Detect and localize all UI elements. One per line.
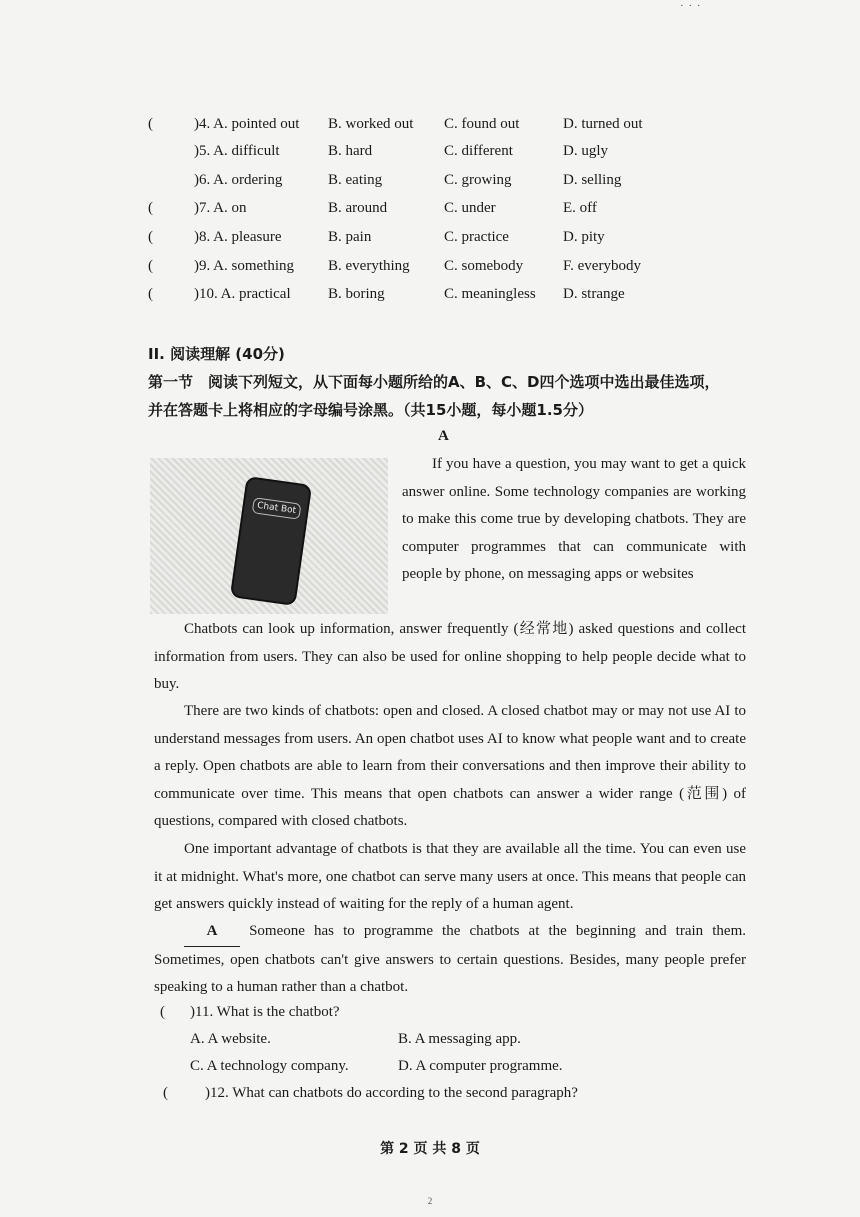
question-11-option-d: D. A computer programme. [398, 1058, 563, 1074]
option-b: B. worked out [328, 116, 414, 132]
option-c: C. found out [444, 116, 520, 132]
phone-image [230, 476, 312, 606]
option-row-10 [148, 286, 708, 310]
answer-paren: ( [148, 286, 153, 302]
option-a: )8. A. pleasure [194, 229, 282, 245]
option-c: C. growing [444, 172, 512, 188]
option-d: D. strange [563, 286, 625, 302]
question-11-option-a: A. A website. [190, 1031, 271, 1047]
page-number: 2 [427, 1196, 433, 1206]
passage-paragraph-1: If you have a question, you may want to get a quick answer online. Some technology companies are working to make this come true by developing chatbots. They are computer programmes that can communicate with people by phone, on messaging apps or websites [402, 456, 746, 582]
option-c: C. practice [444, 229, 509, 245]
chatbot-photo [150, 458, 388, 614]
phone-label: Chat Bot [252, 497, 302, 520]
passage-paragraph-3: There are two kinds of chatbots: open and closed. A closed chatbot may or may not use AI to understand messages from users. An open chatbot uses AI to know what people want and to create a reply. Open chatbots are able to learn from their conversations and then improve their ability to communicate over time. This means that open chatbots can answer a wider range (范围) of questions, compared with closed chatbots. [154, 703, 746, 829]
passage-label: A [438, 428, 449, 444]
answer-paren: ( [148, 200, 153, 216]
passage-paragraph-2: Chatbots can look up information, answer frequently (经常地) asked questions and collect information from users. They can also be used for online shopping to help people decide what to buy. [154, 621, 746, 692]
option-c: C. meaningless [444, 286, 536, 302]
option-a: )5. A. difficult [194, 143, 280, 159]
question-11-stem: )11. What is the chatbot? [190, 1004, 340, 1020]
answer-paren: ( [163, 1085, 168, 1101]
answer-paren: ( [148, 229, 153, 245]
option-d: F. everybody [563, 258, 641, 274]
question-12-stem: )12. What can chatbots do according to the second paragraph? [205, 1085, 578, 1101]
option-d: D. pity [563, 229, 605, 245]
passage-paragraph-4: One important advantage of chatbots is that they are available all the time. You can even use it at midnight. What's more, one chatbot can serve many users at once. This means that people can get answers quickly instead of waiting for the reply of a human agent. [154, 841, 746, 912]
option-d: E. off [563, 200, 597, 216]
option-d: D. ugly [563, 143, 608, 159]
option-row-7 [148, 200, 708, 224]
option-row-5 [148, 143, 708, 167]
option-row-9 [148, 258, 708, 282]
question-11-option-b: B. A messaging app. [398, 1031, 521, 1047]
option-c: C. under [444, 200, 496, 216]
answer-paren: ( [160, 1004, 165, 1020]
option-row-8 [148, 229, 708, 253]
option-a: )4. A. pointed out [194, 116, 300, 132]
corner-mark: · · · [680, 0, 702, 12]
option-a: )10. A. practical [194, 286, 291, 302]
option-b: B. hard [328, 143, 373, 159]
answer-blank: A [184, 918, 240, 947]
option-b: B. pain [328, 229, 372, 245]
option-b: B. around [328, 200, 388, 216]
option-a: )7. A. on [194, 200, 247, 216]
option-b: B. eating [328, 172, 383, 188]
answer-paren: ( [148, 116, 153, 132]
instruction-line: 第一节 阅读下列短文，从下面每小题所给的A、B、C、D四个选项中选出最佳选项， [148, 373, 720, 391]
option-row-4 [148, 116, 708, 140]
option-c: C. different [444, 143, 513, 159]
option-b: B. boring [328, 286, 385, 302]
answer-paren: ( [148, 258, 153, 274]
option-d: D. turned out [563, 116, 643, 132]
option-row-6 [148, 172, 708, 196]
page-footer: 第 2 页 共 8 页 [380, 1141, 480, 1157]
option-d: D. selling [563, 172, 622, 188]
instruction-line: 并在答题卡上将相应的字母编号涂黑。（共15小题，每小题1.5分） [148, 401, 593, 419]
section-heading: II. 阅读理解 (40分) [148, 345, 285, 363]
option-a: )6. A. ordering [194, 172, 283, 188]
passage-paragraph-5 [154, 918, 746, 1002]
question-11-option-c: C. A technology company. [190, 1058, 349, 1074]
option-c: C. somebody [444, 258, 524, 274]
option-b: B. everything [328, 258, 410, 274]
option-a: )9. A. something [194, 258, 294, 274]
paragraph-text: Someone has to programme the chatbots at the beginning and train them. Sometimes, open chatbots can't give answers to certain questions. Besides, many people prefer speaking to a human rather than a chatbot. [154, 923, 746, 995]
